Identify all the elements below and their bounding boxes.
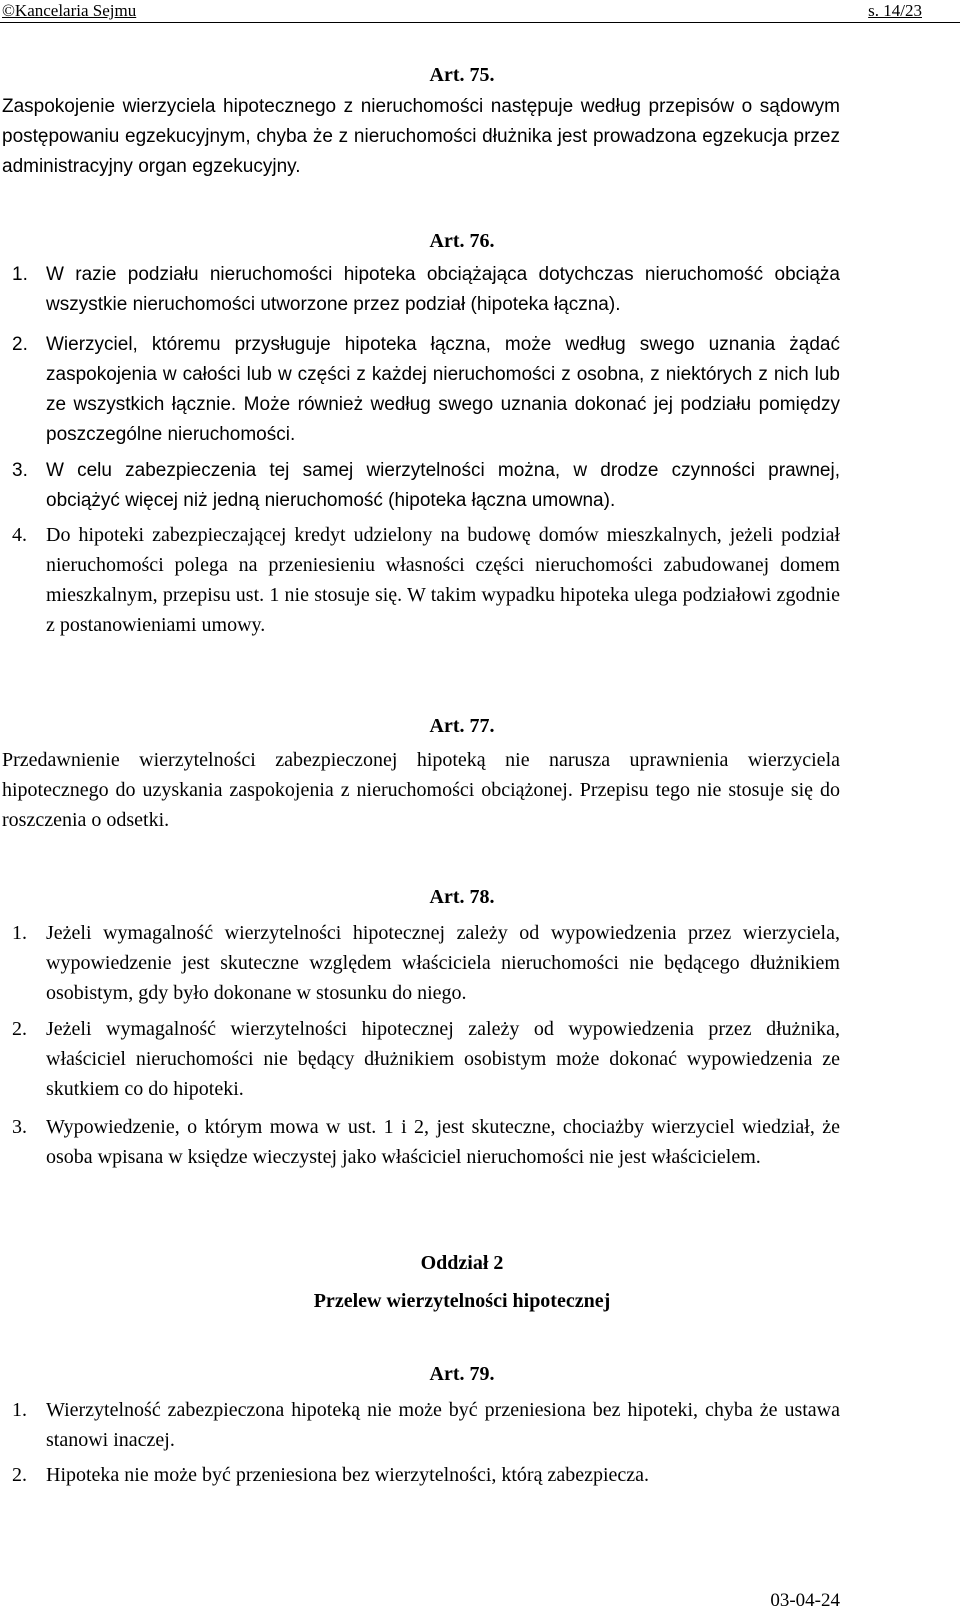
article-78-item-1 <box>12 918 840 1008</box>
section-title: Przelew wierzytelności hipotecznej <box>313 1290 611 1312</box>
item-number: 1. <box>12 264 28 285</box>
article-76-item-4 <box>12 520 840 640</box>
footer-date: 03-04-24 <box>770 1590 840 1611</box>
copyright-link[interactable]: ©Kancelaria Sejmu <box>2 1 137 20</box>
item-text: W razie podziału nieruchomości hipoteka obciążająca dotychczas nieruchomość obciąża wszystkie nieruchomości utworzone przez podział (hipoteka łączna). <box>46 264 840 315</box>
item-text: Jeżeli wymagalność wierzytelności hipotecznej zależy od wypowiedzenia przez dłużnika, właściciel nieruchomości nie będący dłużnikiem osobistym może dokonać wypowiedzenia ze skutkiem co do hipoteki. <box>46 1018 840 1100</box>
item-text: Wierzyciel, któremu przysługuje hipoteka łączna, może według swego uznania żądać zaspokojenia w całości lub w części z każdej nieruchomości z osobna, z niektórych z nich lub ze wszystkich łącznie. Może również według swego uznania dokonać jej podziału pomiędzy poszczególne nieruchomości. <box>46 334 840 445</box>
item-text: W celu zabezpieczenia tej samej wierzytelności można, w drodze czynności prawnej, obciążyć więcej niż jedną nieruchomość (hipoteka łączna umowna). <box>46 460 840 511</box>
article-76-item-2 <box>12 330 840 450</box>
item-number: 4. <box>12 524 27 546</box>
article-78-item-3 <box>12 1112 840 1172</box>
article-79-title: Art. 79. <box>429 1363 495 1385</box>
page-header <box>0 0 960 26</box>
article-76-item-3 <box>12 456 840 516</box>
article-76-item-1 <box>12 260 840 320</box>
item-number: 3. <box>12 1116 27 1138</box>
article-78-title: Art. 78. <box>429 886 495 908</box>
item-number: 2. <box>12 334 28 355</box>
item-text: Hipoteka nie może być przeniesiona bez wierzytelności, którą zabezpiecza. <box>46 1464 650 1486</box>
item-text: Wypowiedzenie, o którym mowa w ust. 1 i 2, jest skuteczne, chociażby wierzyciel wiedział, że osoba wpisana w księdze wieczystej jako właściciel nieruchomości nie jest właścicielem. <box>46 1116 840 1168</box>
page-number-link[interactable]: s. 14/23 <box>868 1 922 20</box>
article-79-item-2 <box>12 1460 840 1490</box>
item-number: 3. <box>12 460 28 481</box>
article-75-text: Zaspokojenie wierzyciela hipotecznego z nieruchomości następuje według przepisów o sądowym postępowaniu egzekucyjnym, chyba że z nieruchomości dłużnika jest prowadzona egzekucja przez administracyjny organ egzekucyjny. <box>2 96 840 177</box>
article-77-text: Przedawnienie wierzytelności zabezpieczonej hipoteką nie narusza uprawnienia wierzyciela hipotecznego do uzyskania zaspokojenia z nieruchomości obciążonej. Przepisu tego nie stosuje się do roszczenia o odsetki. <box>2 749 840 831</box>
item-text: Do hipoteki zabezpieczającej kredyt udzielony na budowę domów mieszkalnych, jeżeli podział nieruchomości polega na przeniesieniu własności części nieruchomości zabudowanej domem mieszkalnym, przepisu ust. 1 nie stosuje się. W takim wypadku hipoteka ulega podziałowi zgodnie z postanowieniami umowy. <box>46 524 840 636</box>
item-text: Jeżeli wymagalność wierzytelności hipotecznej zależy od wypowiedzenia przez wierzyciela, wypowiedzenie jest skuteczne względem właściciela nieruchomości nie będącego dłużnikiem osobistym, gdy było dokonane w stosunku do niego. <box>46 922 840 1004</box>
item-number: 1. <box>12 1399 27 1421</box>
item-number: 2. <box>12 1018 27 1040</box>
article-78-item-2 <box>12 1014 840 1104</box>
article-76-title: Art. 76. <box>429 230 495 252</box>
article-79-item-1 <box>12 1395 840 1455</box>
item-number: 1. <box>12 922 27 944</box>
header-divider <box>0 22 960 23</box>
item-text: Wierzytelność zabezpieczona hipoteką nie może być przeniesiona bez hipoteki, chyba że ustawa stanowi inaczej. <box>46 1399 840 1451</box>
article-75-title: Art. 75. <box>429 64 495 86</box>
article-77-title: Art. 77. <box>429 715 495 737</box>
item-number: 2. <box>12 1464 27 1486</box>
section-label: Oddział 2 <box>420 1252 504 1274</box>
